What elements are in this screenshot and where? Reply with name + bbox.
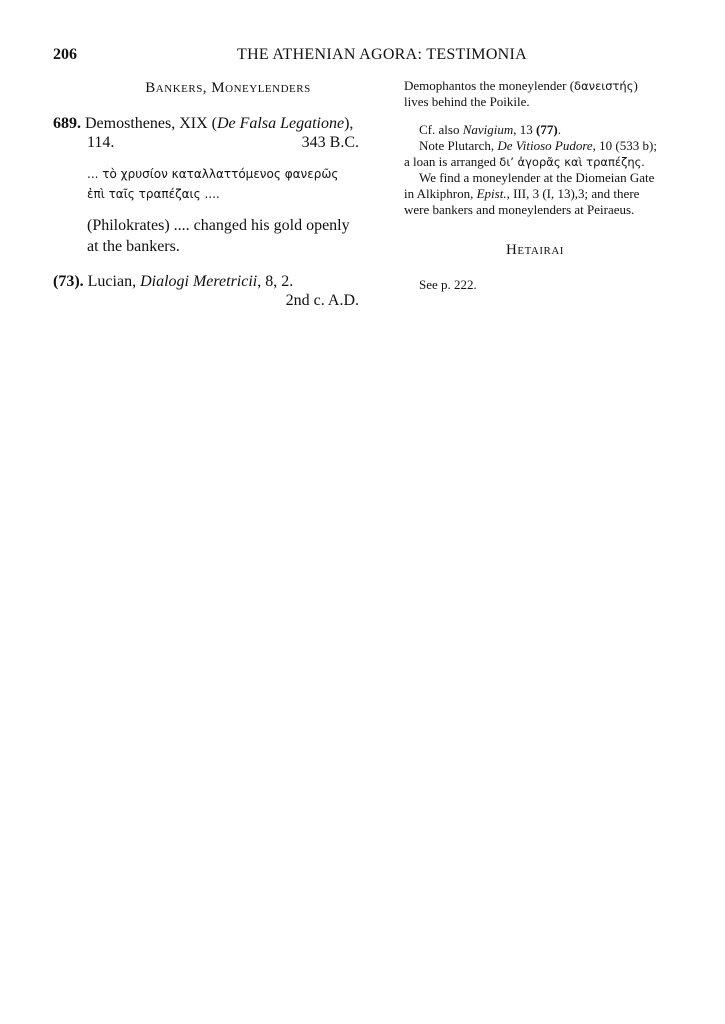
- text-run: , 13: [513, 122, 537, 137]
- entry-73: [53, 272, 359, 310]
- text-run: Demophantos the moneylender (: [404, 78, 575, 93]
- entry-689: [53, 114, 359, 257]
- right-column: [404, 78, 666, 293]
- left-column: [53, 80, 359, 310]
- entry-work-title: Dialogi Meretricii: [140, 273, 258, 290]
- text-run: in Alkiphron,: [404, 186, 477, 201]
- translation-line: (Philokrates) .... changed his gold openly: [87, 217, 350, 234]
- work-title: Navigium: [462, 122, 514, 137]
- entry-author-end: , 8, 2.: [257, 273, 294, 290]
- greek-line: ἐπὶ ταῖς τραπέζαις ....: [87, 187, 220, 201]
- entry-section: 114.: [87, 134, 115, 151]
- entry-date: 2nd c. A.D.: [285, 292, 359, 309]
- running-title: THE ATHENIAN AGORA: TESTIMONIA: [237, 46, 528, 63]
- greek-phrase: δι’ ἀγορᾶς καὶ τραπέζης: [499, 155, 642, 169]
- entry-number: (73).: [53, 273, 84, 290]
- entry-number: 689.: [53, 115, 81, 132]
- entry-work-title: De Falsa Legatione: [216, 115, 345, 132]
- greek-line: ... τὸ χρυσίον καταλλαττόμενος φανερῶς: [87, 167, 339, 181]
- paragraph-plutarch: [404, 138, 666, 170]
- text-run: Note Plutarch,: [419, 138, 498, 153]
- page-number: 206: [53, 46, 77, 63]
- entry-author: Demosthenes, XIX (: [85, 115, 217, 132]
- section-heading-bankers: Bankers, Moneylenders: [145, 80, 311, 96]
- text-line: We find a moneylender at the Diomeian Gate: [419, 170, 655, 185]
- text-run: , 10 (533 b);: [592, 138, 657, 153]
- entry-73-citation: [53, 272, 359, 291]
- work-title: Epist.: [476, 186, 507, 201]
- text-run: .: [641, 154, 645, 169]
- text-run: , III, 3 (I, 13),3; and there: [506, 186, 640, 201]
- paragraph-cf: [404, 122, 666, 138]
- text-run: a loan is arranged: [404, 154, 500, 169]
- entry-689-citation: [53, 114, 359, 133]
- page-header: [53, 46, 665, 70]
- translation: [53, 215, 359, 257]
- entry-author-end: ),: [344, 115, 354, 132]
- text-run: .: [557, 122, 561, 137]
- text-run: ): [633, 78, 638, 93]
- section-heading-hetairai: Hetairai: [506, 242, 564, 258]
- bold-reference: (77): [536, 122, 558, 137]
- greek-word: δανειστής: [574, 79, 634, 93]
- entry-date: 343 B.C.: [301, 134, 359, 151]
- work-title: De Vitioso Pudore: [497, 138, 593, 153]
- text-line: were bankers and moneylenders at Peiraeus.: [404, 202, 635, 217]
- text-line: lives behind the Poikile.: [404, 94, 530, 109]
- paragraph-demophantos: [404, 78, 666, 110]
- entry-author: Lucian,: [87, 273, 141, 290]
- see-reference: See p. 222.: [419, 277, 477, 292]
- text-run: Cf. also: [419, 122, 463, 137]
- entry-689-ref-line: [53, 133, 359, 152]
- translation-line: at the bankers.: [87, 238, 180, 255]
- paragraph-alkiphron: [404, 170, 666, 218]
- greek-quote: [53, 164, 359, 204]
